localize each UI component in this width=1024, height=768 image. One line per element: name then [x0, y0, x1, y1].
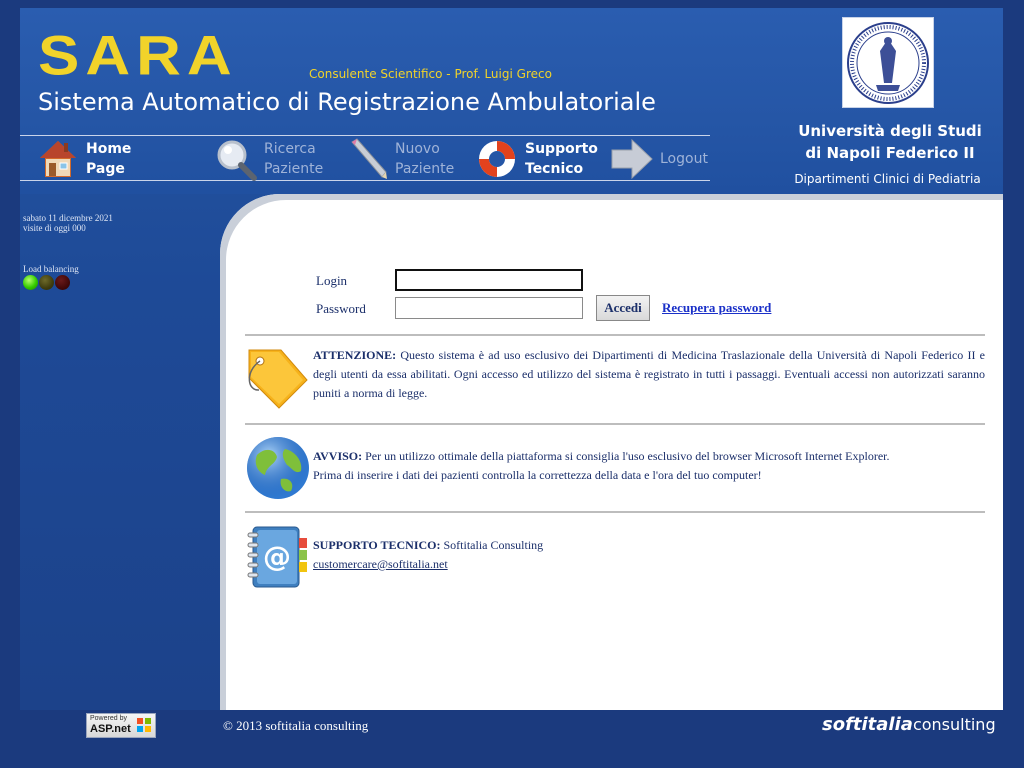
- globe-icon: [245, 435, 313, 501]
- divider: [245, 334, 985, 336]
- address-book-icon: [245, 524, 313, 590]
- avviso-notice: [245, 435, 985, 501]
- sara-logo: SARA: [38, 24, 238, 87]
- current-date: sabato 11 dicembre 2021: [23, 213, 113, 223]
- avviso-text-block: [313, 435, 890, 501]
- aspnet-badge[interactable]: [86, 713, 156, 738]
- university-line1: Università degli Studi: [798, 122, 982, 140]
- tag-icon: [245, 346, 313, 412]
- university-name: [790, 120, 990, 164]
- visits-today: visite di oggi 000: [23, 223, 86, 233]
- magnifier-icon: [214, 137, 258, 181]
- nav-nuovo-label: Nuovo Paziente: [395, 141, 455, 177]
- avviso-line1: Per un utilizzo ottimale della piattaforma si consiglia l'uso esclusivo del browser Microsoft Internet Explorer.: [365, 449, 890, 463]
- password-input[interactable]: [395, 297, 583, 319]
- support-company: Softitalia Consulting: [443, 538, 544, 552]
- divider: [245, 511, 985, 513]
- header: [20, 8, 1003, 194]
- recupera-password-link[interactable]: Recupera password: [662, 300, 772, 315]
- password-label: Password: [316, 301, 366, 316]
- login-label: Login: [316, 273, 348, 288]
- avviso-line2: Prima di inserire i dati dei pazienti controlla la correttezza della data e l'ora del tuo computer!: [313, 468, 762, 482]
- load-balancing-label: Load balancing: [23, 264, 79, 274]
- windows-flag-icon: [136, 717, 152, 733]
- brand-light: consulting: [912, 715, 996, 734]
- support-email-link[interactable]: customercare@softitalia.net: [313, 557, 448, 571]
- department-name: Dipartimenti Clinici di Pediatria: [794, 172, 981, 186]
- avviso-title: AVVISO:: [313, 449, 363, 463]
- pencil-icon: [345, 137, 389, 181]
- softitalia-logo: [822, 714, 996, 735]
- nav-supporto-tecnico[interactable]: [475, 136, 598, 182]
- login-input[interactable]: [395, 269, 583, 291]
- red-light-icon: [55, 275, 70, 290]
- attention-notice: [245, 346, 985, 412]
- accedi-button[interactable]: Accedi: [596, 295, 650, 321]
- green-light-icon: [23, 275, 38, 290]
- attention-title: ATTENZIONE:: [313, 348, 397, 362]
- nav-home-page[interactable]: [36, 136, 131, 182]
- university-seal: [842, 17, 934, 108]
- nav-home-label: Home Page: [86, 141, 132, 177]
- support-title: SUPPORTO TECNICO:: [313, 538, 441, 552]
- nav-supporto-label: Supporto Tecnico: [525, 141, 598, 177]
- brand-bold: softitalia: [822, 714, 913, 735]
- support-text-block: [313, 524, 543, 590]
- copyright: © 2013 softitalia consulting: [223, 718, 369, 733]
- aspnet-text: ASP.net: [90, 723, 131, 735]
- powered-by-text: Powered by: [90, 715, 127, 722]
- attention-text: Questo sistema è ad uso esclusivo dei Dipartimenti di Medicina Traslazionale della Università di Napoli Federico II e degli utenti da essa abilitati. Ogni accesso ed utilizzo del sistema è registrato in tutti i passaggi. Eventuali accessi non autorizzati saranno puniti a norma di legge.: [313, 348, 985, 400]
- yellow-light-icon: [39, 275, 54, 290]
- nav-nuovo-paziente[interactable]: [345, 136, 454, 182]
- house-icon: [36, 137, 80, 181]
- main-nav: [20, 135, 710, 181]
- nav-logout-label: Logout: [660, 151, 708, 167]
- main-content: [220, 194, 1003, 710]
- svg-text:@: @: [263, 540, 291, 573]
- consulente-text: Consulente Scientifico - Prof. Luigi Greco: [309, 67, 552, 81]
- load-balancing-lights: [23, 275, 70, 290]
- nav-ricerca-paziente[interactable]: [214, 136, 323, 182]
- page-frame: [20, 8, 1003, 710]
- university-line2: di Napoli Federico II: [805, 144, 975, 162]
- nav-ricerca-label: Ricerca Paziente: [264, 141, 324, 177]
- divider: [245, 423, 985, 425]
- arrow-right-icon: [610, 137, 654, 181]
- system-title: Sistema Automatico di Registrazione Ambulatoriale: [38, 88, 656, 116]
- attention-text-block: [313, 346, 985, 412]
- support-notice: [245, 524, 985, 590]
- lifebuoy-icon: [475, 137, 519, 181]
- date-info: [23, 213, 113, 233]
- nav-logout[interactable]: [610, 136, 708, 182]
